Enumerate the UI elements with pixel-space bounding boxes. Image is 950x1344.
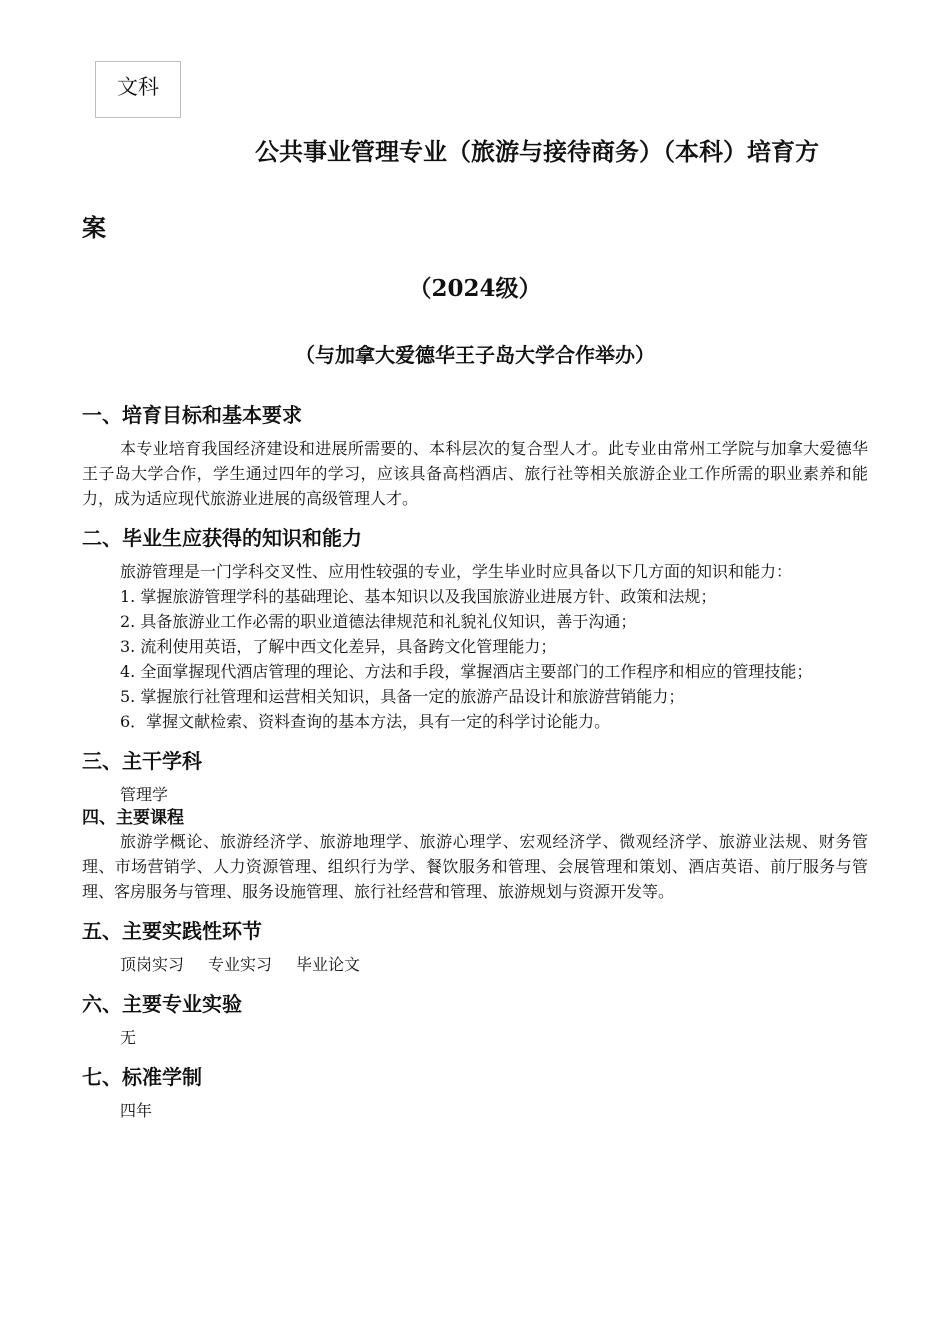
practice-item: 顶岗实习 [120,955,185,974]
section-main-courses [82,807,868,904]
section-paragraph: 旅游管理是一门学科交叉性、应用性较强的专业，学生毕业时应具备以下几方面的知识和能力： [120,562,793,581]
section-heading: 六、主要专业实验 [82,992,242,1016]
list-item: 6．掌握文献检索、资料查询的基本方法，具有一定的科学讨论能力。 [120,712,611,731]
section-heading: 五、主要实践性环节 [82,919,262,943]
section-training-goals [82,400,868,511]
document-title: 公共事业管理专业（旅游与接待商务）（本科）培育方 [255,137,819,166]
section-heading: 二、毕业生应获得的知识和能力 [82,526,362,550]
section-knowledge-abilities [82,523,868,734]
section-practice [82,916,868,977]
section-experiments [82,989,868,1050]
document-body [82,400,868,1123]
section-duration [82,1062,868,1123]
section-paragraph: 旅游学概论、旅游经济学、旅游地理学、旅游心理学、宏观经济学、微观经济学、旅游业法规、财务管理、市场营销学、人力资源管理、组织行为学、餐饮服务和管理、会展管理和策划、酒店英语、前厅服务与管理、客房服务与管理、服务设施管理、旅行社经营和管理、旅游规划与资源开发等。 [82,832,868,901]
section-heading: 一、培育目标和基本要求 [82,403,302,427]
list-item: 1. 掌握旅游管理学科的基础理论、基本知识以及我国旅游业进展方针、政策和法规； [120,587,717,606]
section-heading: 七、标准学制 [82,1065,202,1089]
practice-list [82,952,868,977]
year-label: （2024级） [408,275,542,302]
list-item: 3. 流利使用英语，了解中西文化差异，具备跨文化管理能力； [120,637,557,656]
practice-item: 毕业论文 [296,955,361,974]
section-content: 无 [120,1028,137,1047]
list-item: 2. 具备旅游业工作必需的职业道德法律规范和礼貌礼仪知识，善于沟通； [120,612,637,631]
section-main-discipline [82,746,868,807]
practice-item: 专业实习 [208,955,273,974]
section-heading: 四、主要课程 [82,808,184,828]
section-heading: 三、主干学科 [82,749,202,773]
document-title-continuation: 案 [82,213,106,242]
cooperation-note: （与加拿大爱德华王子岛大学合作举办） [295,343,655,367]
section-paragraph: 本专业培育我国经济建设和进展所需要的、本科层次的复合型人才。此专业由常州工学院与加拿大爱德华王子岛大学合作，学生通过四年的学习，应该具备高档酒店、旅行社等相关旅游企业工作所需的职业素养和能力，成为适应现代旅游业进展的高级管理人才。 [82,439,868,508]
section-content: 四年 [120,1101,153,1120]
section-content: 管理学 [120,785,169,804]
list-item: 5. 掌握旅行社管理和运营相关知识，具备一定的旅游产品设计和旅游营销能力； [120,687,685,706]
list-item: 4. 全面掌握现代酒店管理的理论、方法和手段，掌握酒店主要部门的工作程序和相应的管理技能； [120,662,813,681]
category-label: 文科 [95,61,181,118]
